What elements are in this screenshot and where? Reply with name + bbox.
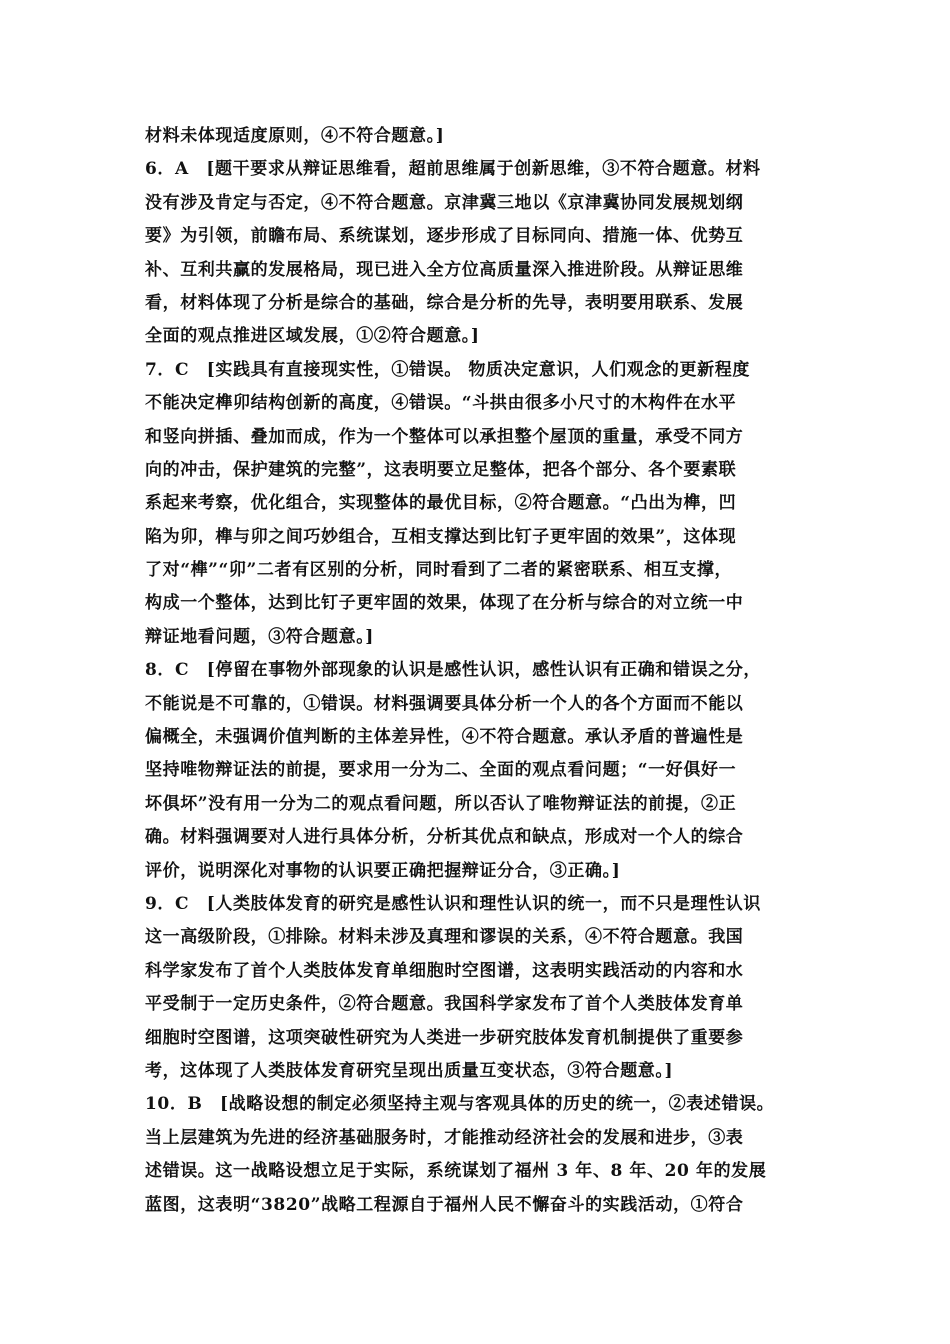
text-line: 全面的观点推进区域发展，①②符合题意。] xyxy=(145,326,480,347)
text-line: 看，材料体现了分析是综合的基础，综合是分析的先导，表明要用联系、发展 xyxy=(145,292,744,313)
answer-text-block xyxy=(145,120,825,1222)
text-line: 陷为卯，榫与卯之间巧妙组合，互相支撑达到比钉子更牢固的效果”，这体现 xyxy=(145,526,737,547)
text-line: 系起来考察，优化组合，实现整体的最优目标，②符合题意。“凸出为榫，凹 xyxy=(145,493,737,514)
text-line: 坚持唯物辩证法的前提，要求用一分为二、全面的观点看问题；“一好俱好一 xyxy=(145,760,737,781)
text-line: 当上层建筑为先进的经济基础服务时，才能推动经济社会的发展和进步，③表 xyxy=(145,1127,744,1148)
text-line: 没有涉及肯定与否定，④不符合题意。京津冀三地以《京津冀协同发展规划纲 xyxy=(145,192,744,213)
text-line: 考，这体现了人类肢体发育研究呈现出质量互变状态，③符合题意。] xyxy=(145,1060,674,1081)
text-line: 评价，说明深化对事物的认识要正确把握辩证分合，③正确。] xyxy=(145,860,621,881)
text-line: 偏概全，未强调价值判断的主体差异性，④不符合题意。承认矛盾的普遍性是 xyxy=(145,727,744,748)
text-line: 不能决定榫卯结构创新的高度，④错误。“斗拱由很多小尺寸的木构件在水平 xyxy=(145,393,737,414)
text-line: 细胞时空图谱，这项突破性研究为人类进一步研究肢体发育机制提供了重要参 xyxy=(145,1027,744,1048)
text-line: 不能说是不可靠的，①错误。材料强调要具体分析一个人的各个方面而不能以 xyxy=(145,693,744,714)
text-line: 构成一个整体，达到比钉子更牢固的效果，体现了在分析与综合的对立统一中 xyxy=(145,593,744,614)
text-line: 向的冲击，保护建筑的完整”，这表明要立足整体，把各个部分、各个要素联 xyxy=(145,459,737,480)
text-line: 确。材料强调要对人进行具体分析，分析其优点和缺点，形成对一个人的综合 xyxy=(145,827,744,848)
question-8-line: 8．C [停留在事物外部现象的认识是感性认识，感性认识有正确和错误之分， xyxy=(145,660,762,681)
text-line: 辩证地看问题，③符合题意。] xyxy=(145,626,374,647)
text-line: 坏俱坏”没有用一分为二的观点看问题，所以否认了唯物辩证法的前提，②正 xyxy=(145,793,737,814)
text-line: 材料未体现适度原则，④不符合题意。] xyxy=(145,126,445,146)
text-line: 要》为引领，前瞻布局、系统谋划，逐步形成了目标同向、措施一体、优势互 xyxy=(145,226,744,247)
text-line: 述错误。这一战略设想立足于实际，系统谋划了福州 3 年、8 年、20 年的发展 xyxy=(145,1161,767,1182)
question-6-line: 6．A [题干要求从辩证思维看，超前思维属于创新思维，③不符合题意。材料 xyxy=(145,159,761,180)
text-line: 和竖向拼插、叠加而成，作为一个整体可以承担整个屋顶的重量，承受不同方 xyxy=(145,426,744,447)
text-line: 平受制于一定历史条件，②符合题意。我国科学家发布了首个人类肢体发育单 xyxy=(145,994,744,1015)
text-line: 蓝图，这表明“3820”战略工程源自于福州人民不懈奋斗的实践活动，①符合 xyxy=(145,1194,744,1215)
text-line: 科学家发布了首个人类肢体发育单细胞时空图谱，这表明实践活动的内容和水 xyxy=(145,960,744,981)
text-line: 这一高级阶段，①排除。材料未涉及真理和谬误的关系，④不符合题意。我国 xyxy=(145,927,744,948)
text-line: 了对“榫”“卯”二者有区别的分析，同时看到了二者的紧密联系、相互支撑， xyxy=(145,560,733,581)
question-10-line: 10．B [战略设想的制定必须坚持主观与客观具体的历史的统一，②表述错误。 xyxy=(145,1094,775,1115)
text-line: 补、互利共赢的发展格局，现已进入全方位高质量深入推进阶段。从辩证思维 xyxy=(145,259,744,280)
question-7-line: 7．C [实践具有直接现实性，①错误。 物质决定意识，人们观念的更新程度 xyxy=(145,359,750,380)
question-9-line: 9．C [人类肢体发育的研究是感性认识和理性认识的统一，而不只是理性认识 xyxy=(145,893,762,914)
